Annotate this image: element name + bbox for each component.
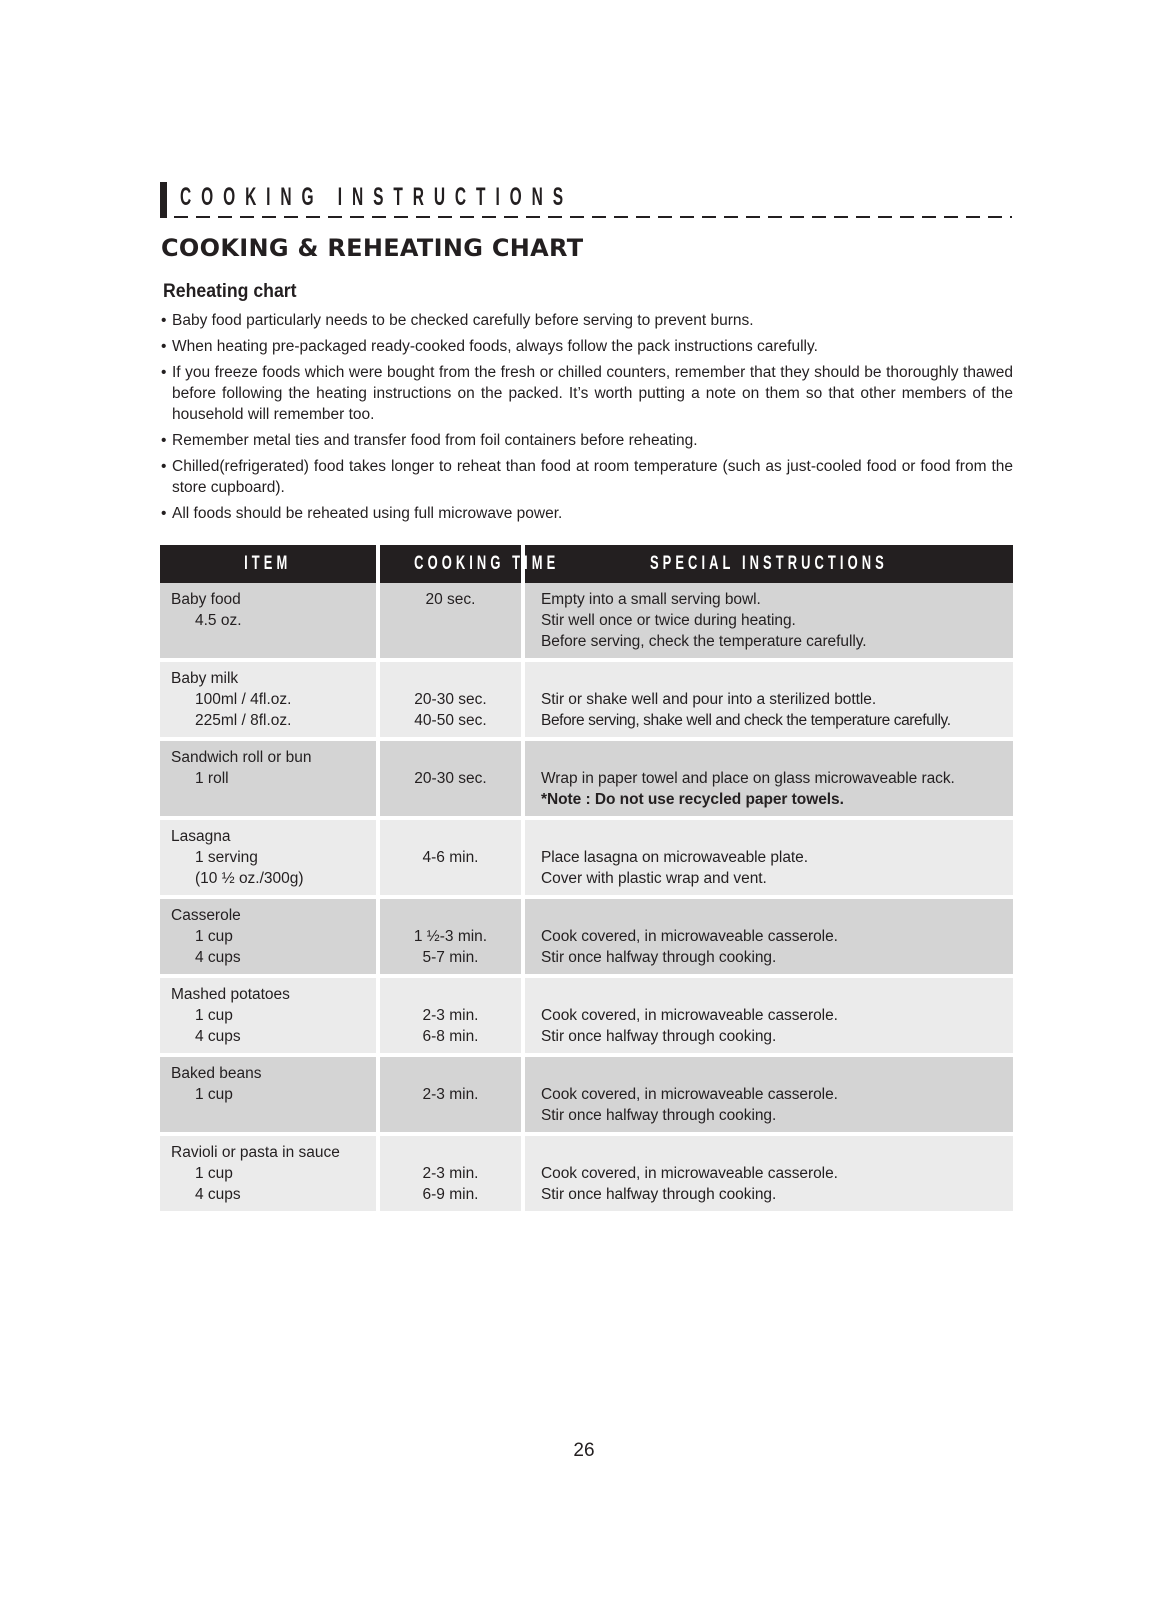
instruction-line [541,668,1013,689]
item-quantity: 1 cup [195,1165,233,1182]
instruction-line [541,984,1013,1005]
time-cell [376,662,521,741]
cooking-time: 5-7 min. [422,949,479,966]
table-row [160,1136,1013,1215]
instructions-cell [521,1136,1013,1215]
item-quantity: 225ml / 8fl.oz. [195,712,292,729]
item-name: Sandwich roll or bun [171,749,312,766]
instruction-line [541,1063,1013,1084]
instruction-line: Cook covered, in microwaveable casserole. [541,1007,838,1024]
cooking-time: 2-3 min. [422,1165,479,1182]
instruction-line: Before serving, shake well and check the temperature carefully. [541,712,951,729]
instruction-line [541,1142,1013,1163]
bullet-list [161,310,1013,529]
time-cell [376,820,521,899]
item-name: Baby milk [171,670,239,687]
instruction-line: Stir well once or twice during heating. [541,612,796,629]
item-quantity: 1 roll [195,770,229,787]
instructions-cell [521,1057,1013,1136]
table-row [160,1057,1013,1136]
item-cell [160,583,376,662]
instruction-line: Stir once halfway through cooking. [541,949,777,966]
cooking-time [380,826,521,847]
instructions-cell [521,820,1013,899]
item-quantity: 1 cup [195,1007,233,1024]
instruction-line [541,747,1013,768]
item-quantity: (10 ½ oz./300g) [195,870,304,887]
item-cell [160,899,376,978]
item-cell [160,662,376,741]
cooking-time [380,668,521,689]
item-cell [160,820,376,899]
time-cell [376,583,521,662]
instruction-line: Empty into a small serving bowl. [541,591,761,608]
instructions-cell [521,662,1013,741]
table-row [160,820,1013,899]
item-quantity: 4.5 oz. [195,612,242,629]
section-header-label: COOKING INSTRUCTIONS [180,183,574,211]
table-row [160,583,1013,662]
cooking-time: 1 ½-3 min. [413,928,488,945]
bullet-item: • If you freeze foods which were bought from the fresh or chilled counters, remember that they should be thoroughly thawed before following the heating instructions on the packed. It’s worth putting a note on them so that other members of the household will remember too. [161,362,1013,425]
item-cell [160,978,376,1057]
item-quantity: 1 cup [195,1086,233,1103]
cooking-time: 4-6 min. [422,849,479,866]
item-quantity: 4 cups [195,1186,241,1203]
cooking-time: 2-3 min. [422,1086,479,1103]
cooking-time: 20-30 sec. [414,770,487,787]
instruction-line: Cover with plastic wrap and vent. [541,870,767,887]
instructions-cell [521,978,1013,1057]
instruction-line: Wrap in paper towel and place on glass microwaveable rack. [541,770,955,787]
table-header-row [160,545,1013,583]
instructions-cell [521,741,1013,820]
instruction-line: Before serving, check the temperature carefully. [541,633,867,650]
instruction-line [541,905,1013,926]
time-cell [376,741,521,820]
item-name: Mashed potatoes [171,986,290,1003]
time-cell [376,1057,521,1136]
item-cell [160,741,376,820]
item-name: Casserole [171,907,241,924]
cooking-time: 40-50 sec. [414,712,487,729]
instruction-line: Place lasagna on microwaveable plate. [541,849,808,866]
cooking-time: 20-30 sec. [414,691,487,708]
table-row [160,741,1013,820]
header-cooking-time: COOKING TIME [376,545,521,583]
subtitle: Reheating chart [163,281,297,302]
time-cell [376,899,521,978]
cooking-time [380,747,521,768]
time-cell [376,1136,521,1215]
item-name: Baked beans [171,1065,262,1082]
cooking-time: 2-3 min. [422,1007,479,1024]
item-name: Baby food [171,591,241,608]
item-name: Lasagna [171,828,231,845]
instruction-line: Cook covered, in microwaveable casserole. [541,928,838,945]
item-quantity: 1 cup [195,928,233,945]
bullet-item: • Chilled(refrigerated) food takes longer to reheat than food at room temperature (such as just-cooled food or food from the store cupboard). [161,456,1013,498]
item-cell [160,1136,376,1215]
cooking-time [380,1142,521,1163]
item-cell [160,1057,376,1136]
reheating-table [160,545,1013,1215]
instruction-line: Cook covered, in microwaveable casserole. [541,1165,838,1182]
cooking-time: 6-8 min. [422,1028,479,1045]
page-number: 26 [573,1440,595,1461]
bullet-item: • Baby food particularly needs to be checked carefully before serving to prevent burns. [161,310,1013,331]
cooking-time [380,1063,521,1084]
header-item: ITEM [160,545,376,583]
section-header [160,180,1012,220]
bullet-item: • Remember metal ties and transfer food from foil containers before reheating. [161,430,1013,451]
page-title: COOKING & REHEATING CHART [161,234,584,262]
bullet-item: • All foods should be reheated using full microwave power. [161,503,1013,524]
instructions-cell [521,899,1013,978]
instruction-line: Stir or shake well and pour into a sterilized bottle. [541,691,877,708]
instruction-line: Cook covered, in microwaveable casserole. [541,1086,838,1103]
time-cell [376,978,521,1057]
item-quantity: 100ml / 4fl.oz. [195,691,292,708]
instruction-line [541,826,1013,847]
cooking-time: 6-9 min. [422,1186,479,1203]
table-row [160,662,1013,741]
section-header-dashed-rule [174,216,1012,218]
table-row [160,899,1013,978]
item-name: Ravioli or pasta in sauce [171,1144,340,1161]
item-quantity: 4 cups [195,949,241,966]
bullet-item: • When heating pre-packaged ready-cooked foods, always follow the pack instructions carefully. [161,336,1013,357]
item-quantity: 4 cups [195,1028,241,1045]
table-row [160,978,1013,1057]
instruction-line: Stir once halfway through cooking. [541,1028,777,1045]
cooking-time [380,984,521,1005]
header-special-instructions: SPECIAL INSTRUCTIONS [521,545,1013,583]
instruction-note: *Note : Do not use recycled paper towels. [541,791,844,808]
item-quantity: 1 serving [195,849,258,866]
instructions-cell [521,583,1013,662]
cooking-time: 20 sec. [425,591,476,608]
instruction-line: Stir once halfway through cooking. [541,1107,777,1124]
cooking-time [380,905,521,926]
section-header-bar [160,182,167,218]
instruction-line: Stir once halfway through cooking. [541,1186,777,1203]
